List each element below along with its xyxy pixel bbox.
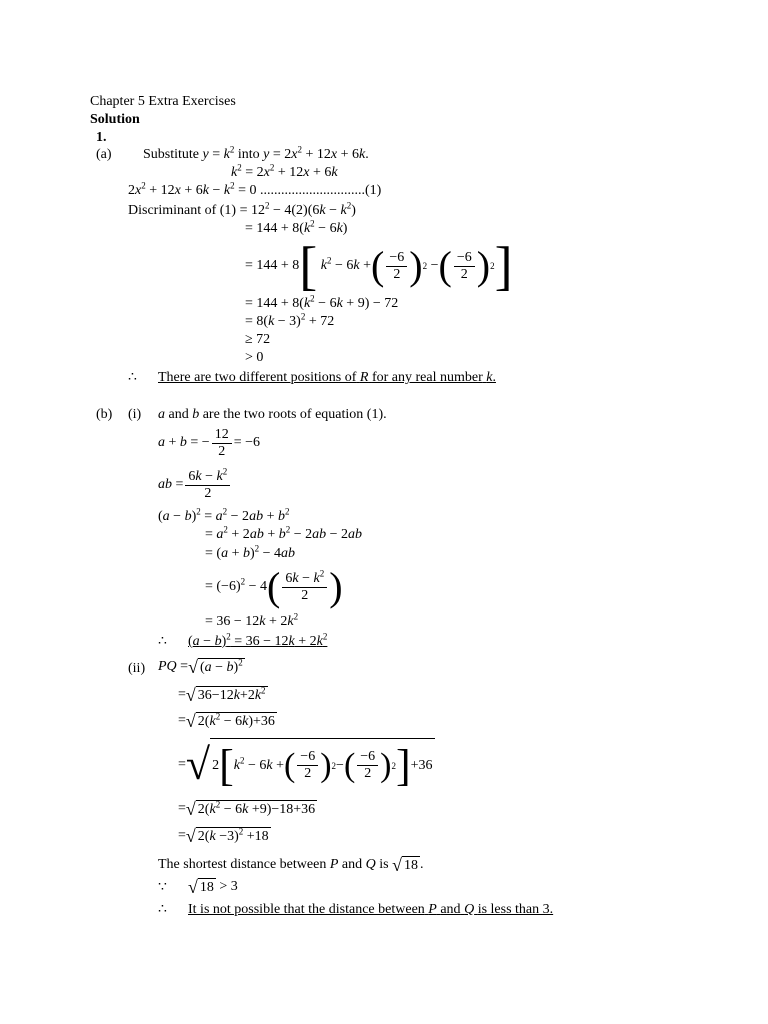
pq-step-3: = √ 2 [ $k^2 - 6k$ + ( $\frac{-6}{2}$ ) 2 − ( $\frac{-6}{2}$ ) 2 ] +36 (178, 738, 435, 792)
part-a-label: (a) (96, 147, 112, 162)
final-conclusion: It is not possible that the distance between P and Q is less than 3. (188, 902, 554, 917)
diff-squared-line: $(a - b)^2 = a^2 - 2ab + b^2$ (158, 506, 290, 524)
equation-line: $k^2 = 2x^2 + 12x + 6k$ (231, 162, 338, 180)
part-b-i-label: (i) (128, 407, 142, 422)
therefore-symbol-bi: ∴ (158, 634, 167, 649)
part-b-ii-label: (ii) (128, 661, 146, 676)
sqrt18-comparison: √ 18 > 3 (188, 877, 238, 897)
equation-1: $2x^2 + 12x + 6k - k^2 = 0$ ..............................(1) (128, 180, 382, 198)
substitute-line: Substitute $y = k^2$ into $y = 2x^2 + 12x + 6k$. (143, 144, 369, 162)
part-bi-conclusion: $(a - b)^2 = 36 - 12k + 2k^2$ (188, 631, 328, 649)
pq-step-4: = √ $2(k^2 - 6k +9)-18+36$ (178, 799, 316, 819)
product-of-roots: ab = $\frac{6k - k^2}{2}$ (158, 468, 232, 502)
solution-heading: Solution (90, 112, 140, 127)
disc-step-2: = 144 + 8 [ $k^2 - 6k$ + ( $\frac{-6}{2}$ ) 2 − ( $\frac{-6}{2}$ ) 2 ] (245, 236, 513, 296)
roots-statement: a and b are the two roots of equation (1). (158, 407, 387, 422)
sum-of-roots: a + b = − $\frac{12}{2}$ = −6 (158, 426, 260, 459)
discriminant-line: Discriminant of $(1) = 12^2 - 4(2)(6k - k^2)$ (128, 200, 356, 218)
therefore-symbol-bii: ∴ (158, 902, 167, 917)
pq-step-1: = √ $36-12k+2k^2$ (178, 685, 266, 705)
part-a-conclusion: There are two different positions of R for any real number k. (158, 370, 496, 385)
disc-step-6: > 0 (245, 350, 264, 365)
pq-line: PQ = √ $(a - b)^2$ (158, 657, 243, 677)
diff-step-1: = $a^2 + 2ab + b^2 - 2ab - 2ab$ (205, 524, 363, 542)
disc-step-4: = $8(k - 3)^2 + 72$ (245, 311, 335, 329)
pq-step-5: = √ $2(k -3)^2 +18$ (178, 826, 269, 846)
diff-step-4: = $36 - 12k + 2k^2$ (205, 611, 299, 629)
therefore-symbol-a: ∴ (128, 370, 137, 385)
disc-step-5: ≥ 72 (245, 332, 271, 347)
diff-step-3: = $(-6)^2 - 4$ ( $\frac{6k - k^2}{2}$ ) (205, 564, 343, 609)
shortest-distance-line: The shortest distance between P and Q is √ 18 . (158, 855, 424, 875)
pq-step-2: = √ $2(k^2 - 6k)+36$ (178, 711, 275, 731)
chapter-title: Chapter 5 Extra Exercises (90, 94, 236, 109)
disc-step-3: = $144 + 8(k^2 - 6k + 9) - 72$ (245, 293, 399, 311)
diff-step-2: = $(a + b)^2 - 4ab$ (205, 543, 296, 561)
part-b-label: (b) (96, 407, 113, 422)
disc-step-1: = $144 + 8(k^2 - 6k)$ (245, 218, 348, 236)
question-number: 1. (96, 130, 107, 145)
because-symbol: ∵ (158, 880, 167, 895)
